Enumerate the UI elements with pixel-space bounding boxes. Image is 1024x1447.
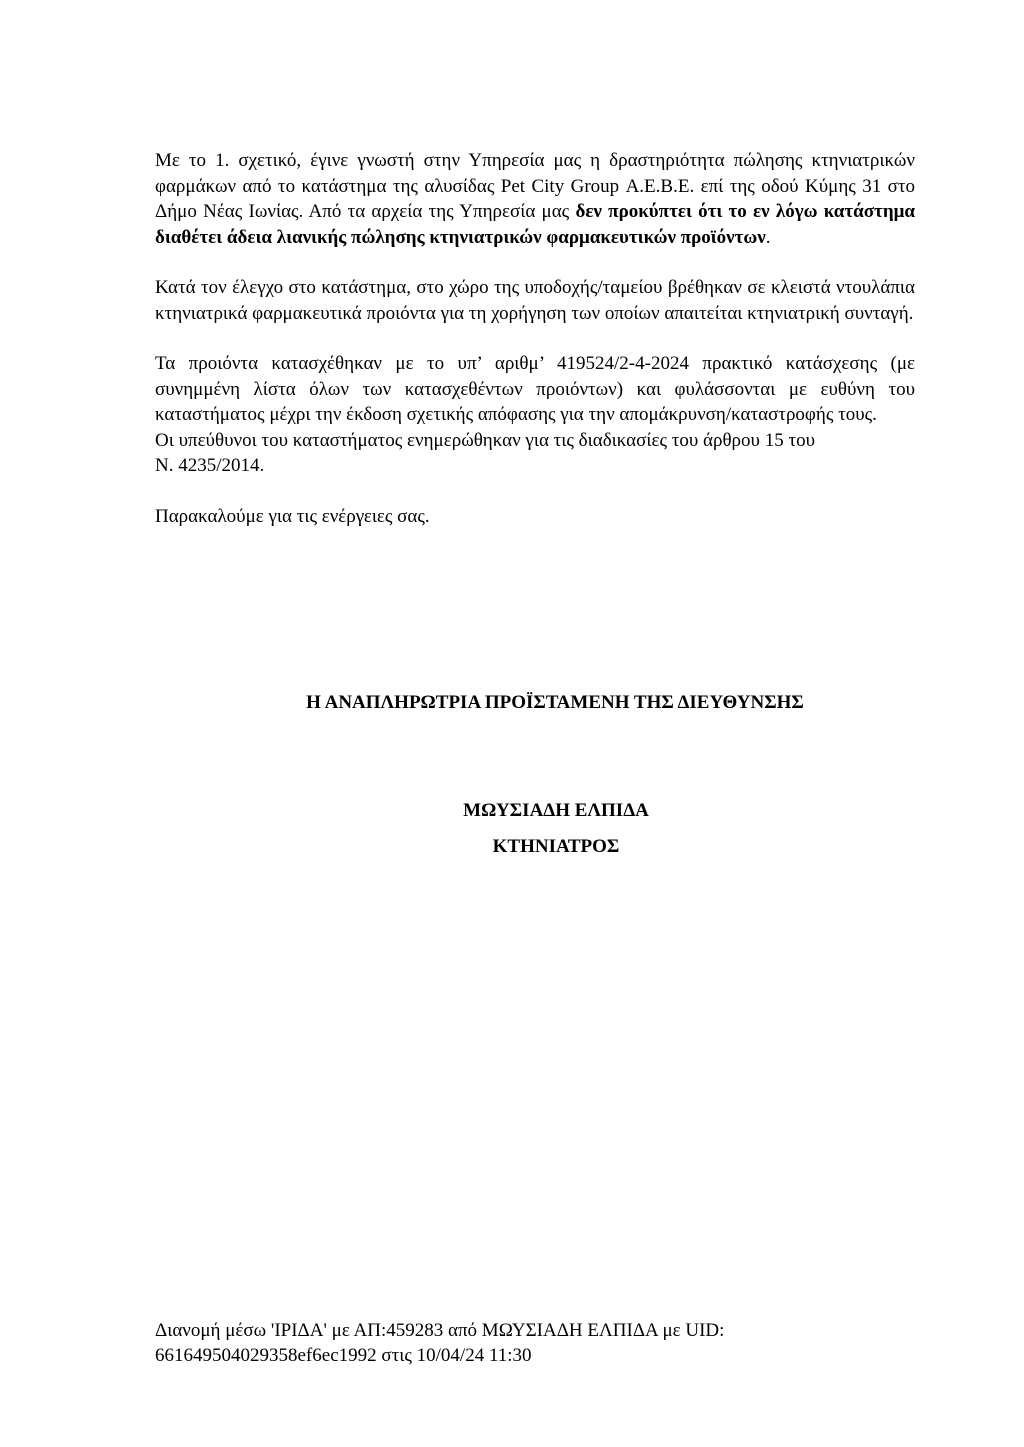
paragraph-seizure: Τα προιόντα κατασχέθηκαν με το υπ’ αριθμ’ 419524/2-4-2024 πρακτικό κατάσχεσης (με συνημμένη λίστα όλων των κατασχεθέντων προιόντων) και φυλάσσονται με ευθύνη του καταστήματος μέχρι την έκδοση σχετικής απόφασης για την απομάκρυνση/καταστροφής τους. [155,353,915,425]
footer-line2: 661649504029358ef6ec1992 στις 10/04/24 11:30 [155,1345,532,1366]
signature-role: ΚΤΗΝΙΑΤΡΟΣ [492,836,620,857]
paragraph-inspection: Κατά τον έλεγχο στο κατάστημα, στο χώρο της υποδοχής/ταμείου βρέθηκαν σε κλειστά ντουλάπια κτηνιατρικά φαρμακευτικά προιόντα για τη χορήγηση των οποίων απαιτείται κτηνιατρική συνταγή. [155,277,915,324]
distribution-footer [155,1318,915,1368]
spacer [155,250,915,275]
paragraph-report [155,148,915,250]
signature-title: Η ΑΝΑΠΛΗΡΩΤΡΙΑ ΠΡΟΪΣΤΑΜΕΝΗ ΤΗΣ ΔΙΕΥΘΥΝΣΗΣ [306,692,804,713]
closing-line: Παρακαλούμε για τις ενέργειες σας. [155,505,430,527]
spacer [155,479,915,504]
paragraph-law-line2: Ν. 4235/2014. [155,455,265,476]
footer-line1: Διανομή μέσω 'ΙΡΙΔΑ' με ΑΠ:459283 από ΜΩΥΣΙΑΔΗ ΕΛΠΙΔΑ με UID: [155,1320,725,1341]
signature-name: ΜΩΥΣΙΑΔΗ ΕΛΠΙΔΑ [463,800,649,821]
paragraph-law-line1: Οι υπεύθυνοι του καταστήματος ενημερώθηκαν για τις διαδικασίες του άρθρου 15 του [155,429,815,451]
paragraph-report-lead: Με το 1. σχετικό, έγινε γνωστή στην Υπηρεσία μας η δραστηριότητα πώλησης κτηνιατρικών φαρμάκων από το κατάστημα της αλυσίδας Pet City Group Α.Ε.Β.Ε. επί της οδού Κύμης 31 στο Δήμο Νέας Ιωνίας. Από τα αρχεία της Υπηρεσία μας [155,150,915,222]
document-body [155,148,915,529]
paragraph-report-tail: . [765,226,771,248]
spacer [155,326,915,351]
paragraph-report-emphasis: δεν προκύπτει ότι το εν λόγω κατάστημα διαθέτει άδεια λιανικής πώλησης κτηνιατρικών φαρμακευτικών προϊόντων [155,201,915,248]
